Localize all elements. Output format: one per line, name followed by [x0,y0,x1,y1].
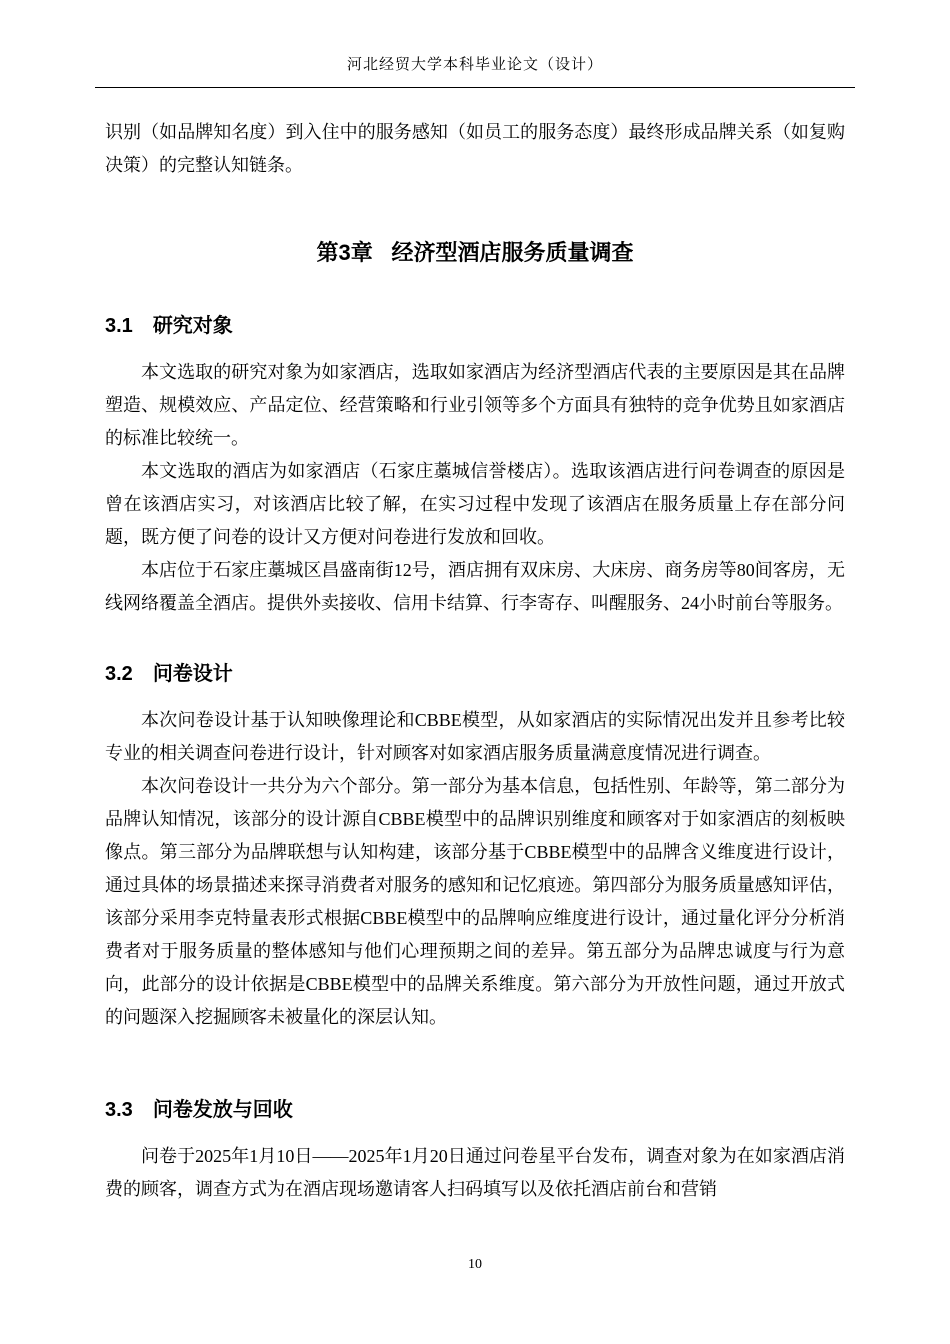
section-number: 3.2 [105,663,133,685]
section-title: 问卷设计 [152,663,233,685]
section-questionnaire-design [105,660,845,1034]
paragraph: 本文选取的研究对象为如家酒店，选取如家酒店为经济型酒店代表的主要原因是其在品牌塑造、规模效应、产品定位、经营策略和行业引领等多个方面具有独特的竞争优势且如家酒店的标准比较统一。 [105,362,845,448]
section-distribution-collection [105,1096,845,1206]
section-number: 3.3 [105,1099,133,1121]
section-heading-3-1 [105,312,845,340]
paragraph: 本次问卷设计基于认知映像理论和CBBE模型，从如家酒店的实际情况出发并且参考比较专业的相关调查问卷进行设计，针对顾客对如家酒店服务质量满意度情况进行调查。 [105,710,845,763]
paragraph: 问卷于2025年1月10日——2025年1月20日通过问卷星平台发布，调查对象为在如家酒店消费的顾客，调查方式为在酒店现场邀请客人扫码填写以及依托酒店前台和营销 [105,1146,845,1199]
document-body [105,116,845,1206]
section-research-object [105,312,845,620]
page-header [95,55,855,88]
chapter-title [105,238,845,268]
chapter-title-text: 经济型酒店服务质量调查 [391,240,634,265]
section-heading-3-2 [105,660,845,688]
header-title: 河北经贸大学本科毕业论文（设计） [346,57,603,73]
page-footer [0,1256,950,1274]
paragraph: 本文选取的酒店为如家酒店（石家庄藁城信誉楼店）。选取该酒店进行问卷调查的原因是曾在该酒店实习，对该酒店比较了解，在实习过程中发现了该酒店在服务质量上存在部分问题，既方便了问卷的设计又方便对问卷进行发放和回收。 [105,461,845,547]
paragraph: 本店位于石家庄藁城区昌盛南街12号，酒店拥有双床房、大床房、商务房等80间客房，无线网络覆盖全酒店。提供外卖接收、信用卡结算、行李寄存、叫醒服务、24小时前台等服务。 [105,560,845,613]
chapter-number: 第3章 [316,240,373,265]
page-number: 10 [468,1257,482,1272]
paragraph: 本次问卷设计一共分为六个部分。第一部分为基本信息，包括性别、年龄等，第二部分为品牌认知情况，该部分的设计源自CBBE模型中的品牌识别维度和顾客对于如家酒店的刻板映像点。第三部分为品牌联想与认知构建，该部分基于CBBE模型中的品牌含义维度进行设计，通过具体的场景描述来探寻消费者对服务的感知和记忆痕迹。第四部分为服务质量感知评估，该部分采用李克特量表形式根据CBBE模型中的品牌响应维度进行设计，通过量化评分分析消费者对于服务质量的整体感知与他们心理预期之间的差异。第五部分为品牌忠诚度与行为意向，此部分的设计依据是CBBE模型中的品牌关系维度。第六部分为开放性问题，通过开放式的问题深入挖掘顾客未被量化的深层认知。 [105,776,845,1027]
section-number: 3.1 [105,315,133,337]
lead-paragraph: 识别（如品牌知名度）到入住中的服务感知（如员工的服务态度）最终形成品牌关系（如复购决策）的完整认知链条。 [105,122,845,175]
section-title: 研究对象 [152,315,233,337]
section-title: 问卷发放与回收 [152,1099,293,1121]
section-heading-3-3 [105,1096,845,1124]
